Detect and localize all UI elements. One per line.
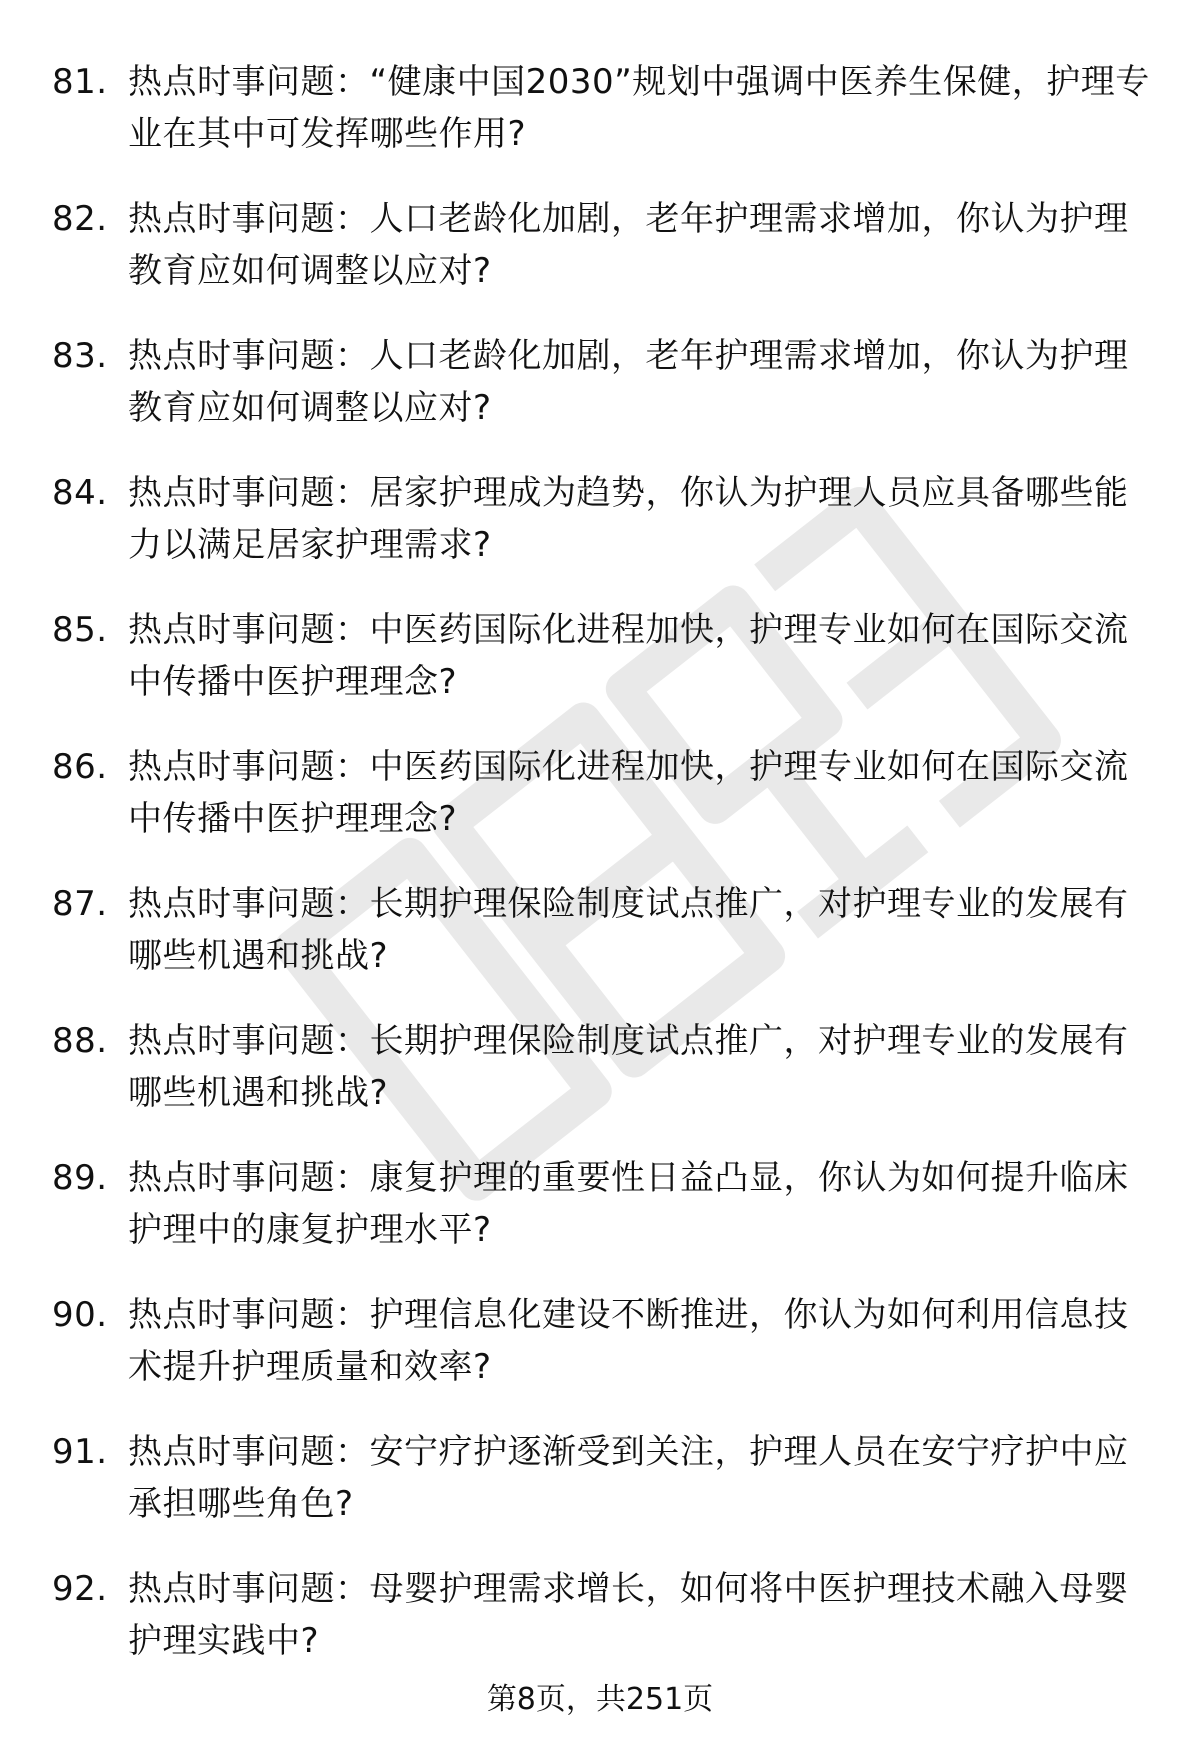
question-text: 热点时事问题：人口老龄化加剧，老年护理需求增加，你认为护理教育应如何调整以应对? [128, 199, 1129, 291]
question-text: 热点时事问题：护理信息化建设不断推进，你认为如何利用信息技术提升护理质量和效率? [128, 1295, 1129, 1387]
question-text: 热点时事问题：中医药国际化进程加快，护理专业如何在国际交流中传播中医护理理念? [128, 610, 1129, 702]
list-item [52, 1015, 1152, 1119]
question-number: 87. [52, 884, 108, 924]
question-number: 86. [52, 747, 108, 787]
question-number: 92. [52, 1569, 108, 1609]
question-number: 81. [52, 62, 108, 102]
question-text: 热点时事问题：“健康中国2030”规划中强调中医养生保健，护理专业在其中可发挥哪些作用? [128, 62, 1150, 154]
question-text: 热点时事问题：康复护理的重要性日益凸显，你认为如何提升临床护理中的康复护理水平? [128, 1158, 1129, 1250]
list-item [52, 330, 1152, 434]
page-number-footer: 第8页，共251页 [486, 1682, 714, 1717]
question-number: 83. [52, 336, 108, 376]
question-number: 85. [52, 610, 108, 650]
question-text: 热点时事问题：居家护理成为趋势，你认为护理人员应具备哪些能力以满足居家护理需求? [128, 473, 1129, 565]
list-item [52, 1426, 1152, 1530]
question-text: 热点时事问题：长期护理保险制度试点推广，对护理专业的发展有哪些机遇和挑战? [128, 1021, 1129, 1113]
list-item [52, 1152, 1152, 1256]
question-text: 热点时事问题：长期护理保险制度试点推广，对护理专业的发展有哪些机遇和挑战? [128, 884, 1129, 976]
question-number: 91. [52, 1432, 108, 1472]
question-text: 热点时事问题：人口老龄化加剧，老年护理需求增加，你认为护理教育应如何调整以应对? [128, 336, 1129, 428]
question-text: 热点时事问题：中医药国际化进程加快，护理专业如何在国际交流中传播中医护理理念? [128, 747, 1129, 839]
list-item [52, 604, 1152, 708]
list-item [52, 878, 1152, 982]
question-number: 84. [52, 473, 108, 513]
question-number: 89. [52, 1158, 108, 1198]
list-item [52, 193, 1152, 297]
question-text: 热点时事问题：安宁疗护逐渐受到关注，护理人员在安宁疗护中应承担哪些角色? [128, 1432, 1129, 1524]
list-item [52, 741, 1152, 845]
list-item [52, 467, 1152, 571]
list-item [52, 56, 1152, 160]
question-list [52, 56, 1152, 1700]
question-number: 82. [52, 199, 108, 239]
question-number: 90. [52, 1295, 108, 1335]
question-number: 88. [52, 1021, 108, 1061]
list-item [52, 1563, 1152, 1667]
question-text: 热点时事问题：母婴护理需求增长，如何将中医护理技术融入母婴护理实践中? [128, 1569, 1129, 1661]
list-item [52, 1289, 1152, 1393]
